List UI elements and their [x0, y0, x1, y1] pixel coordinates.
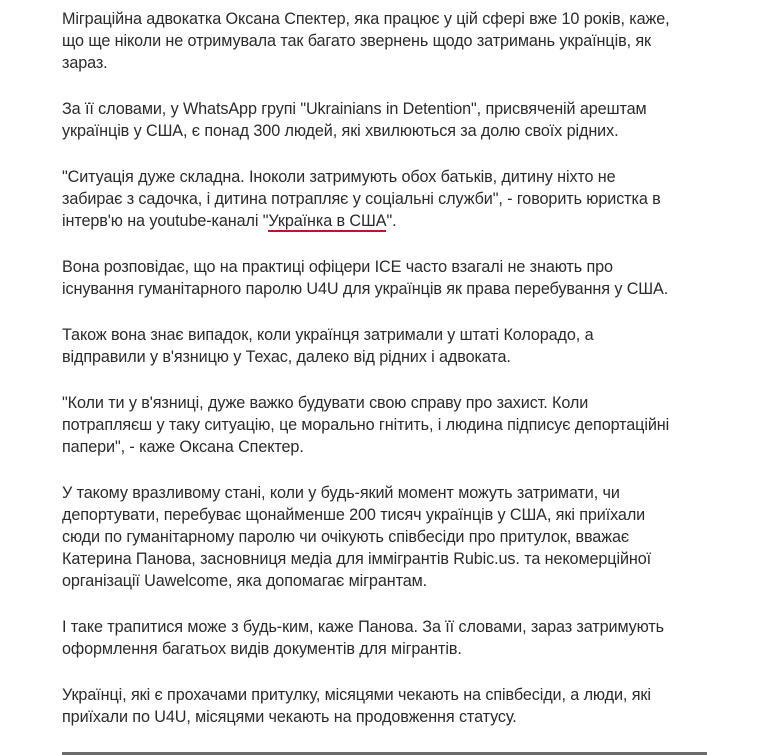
paragraph: Вона розповідає, що на практиці офіцери ICE часто взагалі не знають про існування гуманітарного паролю U4U для українців як права перебування у США.: [62, 258, 669, 298]
youtube-channel-link[interactable]: Українка в США: [268, 212, 387, 230]
paragraph: "Коли ти у в'язниці, дуже важко будувати свою справу про захист. Коли потрапляєш у таку ситуацію, це морально гнітить, і людина підписує депортаційні папери", - каже Оксана Спектер.: [62, 394, 670, 456]
paragraph-with-link: [62, 166, 674, 232]
paragraph: У такому вразливому стані, коли у будь-який момент можуть затримати, чи депортувати, перебуває щонайменше 200 тисяч українців у США, які приїхали сюди по гуманітарному паролю чи очікують співбесіди про притулок, вважає Катерина Панова, засновниця медіа для іммігрантів Rubic.us. та некомерційної організації Uawelcome, яка допомагає мігрантам.: [62, 484, 652, 590]
paragraph: Також вона знає випадок, коли українця затримали у штаті Колорадо, а відправили у в'язницю у Техас, далеко від рідних і адвоката.: [62, 326, 594, 366]
paragraph: За її словами, у WhatsApp групі "Ukrainians in Detention", присвяченій арештам українців у США, є понад 300 людей, які хвилюються за долю своїх рідних.: [62, 100, 647, 140]
paragraph-text: "Ситуація дуже складна. Іноколи затримують обох батьків, дитину ніхто не забирає з садочка, і дитина потрапляє у соціальні служби", - говорить юристка в інтерв'ю на youtube-каналі ": [62, 168, 661, 230]
article-body: [62, 8, 674, 752]
paragraph-text: ".: [386, 212, 397, 230]
paragraph: Міграційна адвокатка Оксана Спектер, яка працює у цій сфері вже 10 років, каже, що ще ніколи не отримувала так багато звернень щодо затримань українців, як зараз.: [62, 10, 670, 72]
paragraph: Українці, які є прохачами притулку, місяцями чекають на співбесіди, а люди, які приїхали по U4U, місяцями чекають на продовження статусу.: [62, 686, 651, 726]
paragraph: І таке трапитися може з будь-ким, каже Панова. За її словами, зараз затримують оформлення багатьох видів документів для мігрантів.: [62, 618, 664, 658]
